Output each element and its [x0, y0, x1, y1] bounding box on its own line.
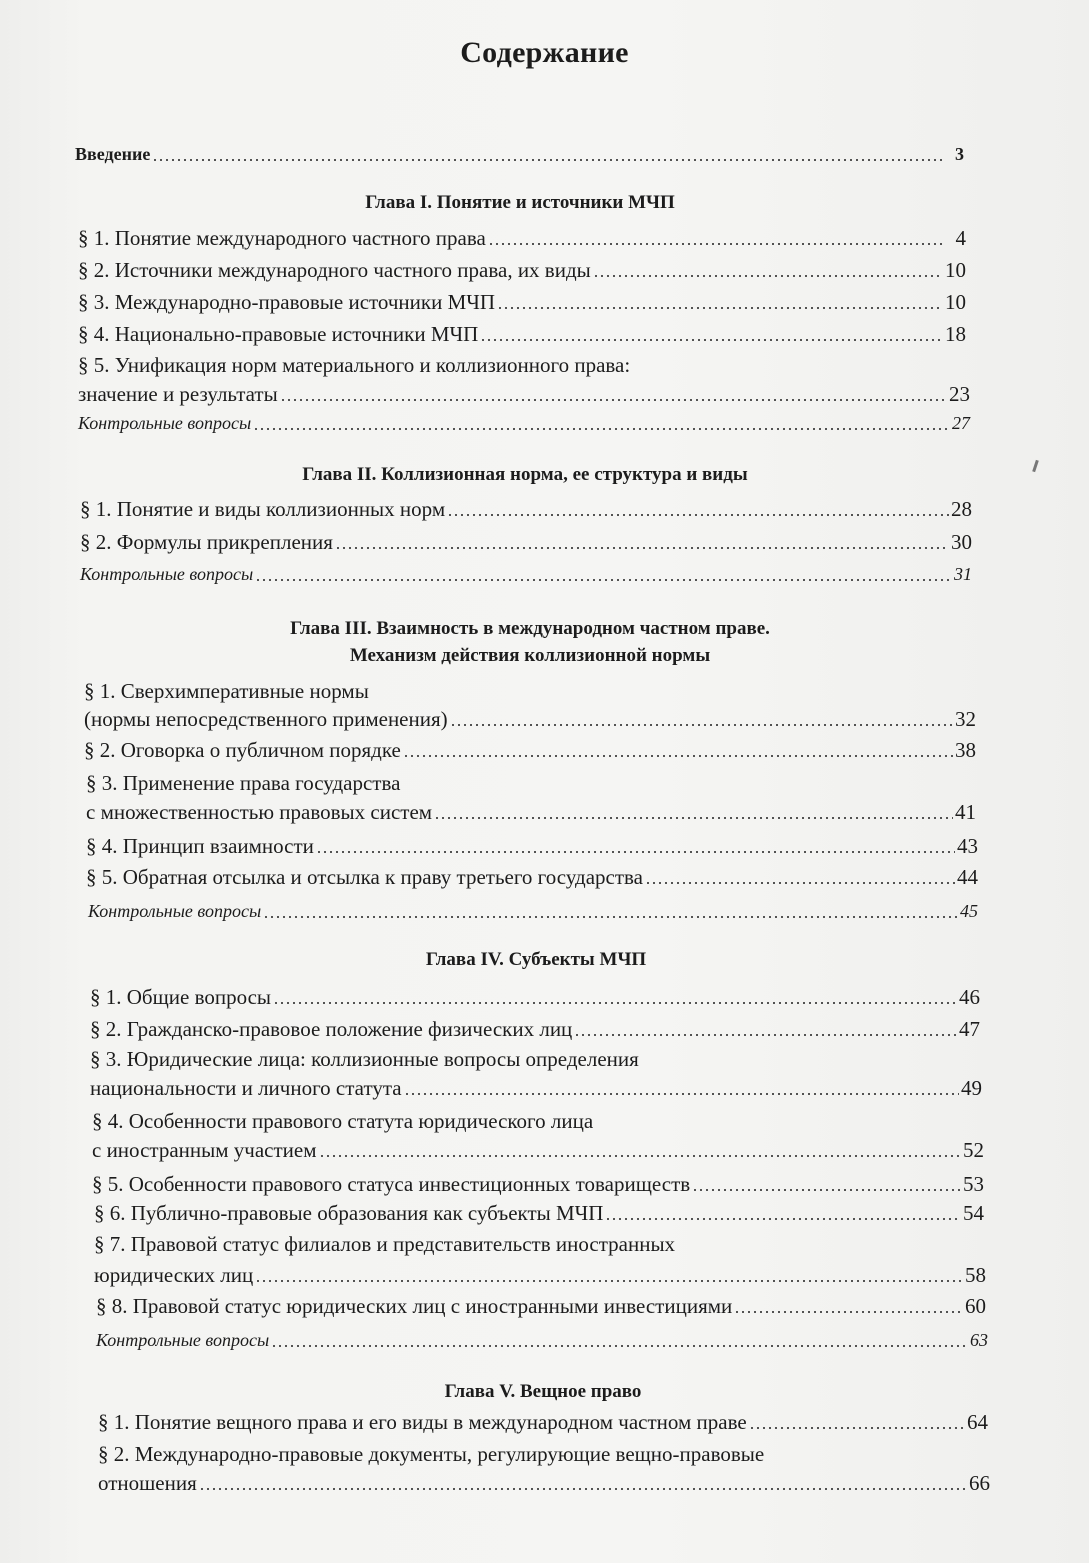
chapter-heading: Глава III. Взаимность в международном частном праве.: [290, 618, 770, 639]
chapter-heading: Глава I. Понятие и источники МЧП: [365, 192, 675, 213]
toc-entry[interactable]: § 5. Обратная отсылка и отсылка к праву третьего государства 44: [86, 865, 978, 889]
toc-entry[interactable]: § 1. Понятие вещного права и его виды в международном частном праве 64: [98, 1410, 988, 1434]
toc-entry-questions[interactable]: Контрольные вопросы 31: [80, 564, 972, 584]
pen-mark: [1032, 460, 1039, 472]
page-title: Содержание: [460, 36, 629, 69]
toc-entry[interactable]: отношения 66: [98, 1471, 990, 1495]
chapter-heading: Глава V. Вещное право: [444, 1381, 642, 1402]
toc-entry-line[interactable]: § 2. Международно-правовые документы, регулирующие вещно-правовые: [98, 1442, 765, 1466]
toc-entry[interactable]: § 5. Особенности правового статуса инвестиционных товариществ 53: [92, 1172, 984, 1196]
toc-entry[interactable]: § 4. Национально-правовые источники МЧП 18: [78, 322, 966, 346]
toc-entry-line[interactable]: § 7. Правовой статус филиалов и представительств иностранных: [94, 1232, 676, 1256]
chapter-heading: Глава IV. Субъекты МЧП: [425, 949, 647, 970]
toc-entry[interactable]: значение и результаты 23: [78, 382, 970, 406]
toc-entry[interactable]: § 2. Формулы прикрепления 30: [80, 530, 972, 554]
toc-entry-questions[interactable]: Контрольные вопросы 45: [88, 901, 978, 921]
toc-entry-intro[interactable]: Введение 3: [75, 144, 964, 164]
toc-entry[interactable]: с множественностью правовых систем 41: [86, 800, 976, 824]
toc-entry-line[interactable]: § 3. Применение права государства: [86, 771, 401, 795]
toc-entry[interactable]: национальности и личного статута 49: [90, 1076, 982, 1100]
toc-entry[interactable]: § 8. Правовой статус юридических лиц с иностранными инвестициями 60: [96, 1294, 986, 1318]
toc-entry[interactable]: с иностранным участием 52: [92, 1138, 984, 1162]
toc-entry-questions[interactable]: Контрольные вопросы 63: [96, 1330, 988, 1350]
toc-entry[interactable]: § 3. Международно-правовые источники МЧП 10: [78, 290, 966, 314]
toc-entry[interactable]: § 2. Оговорка о публичном порядке 38: [84, 738, 976, 762]
toc-entry[interactable]: § 1. Общие вопросы 46: [90, 985, 980, 1009]
toc-entry[interactable]: § 4. Принцип взаимности 43: [86, 834, 978, 858]
chapter-heading: Глава II. Коллизионная норма, ее структура и виды: [302, 464, 748, 485]
chapter-heading: Механизм действия коллизионной нормы: [349, 645, 711, 666]
toc-entry[interactable]: § 1. Понятие международного частного права 4: [78, 226, 966, 250]
toc-entry[interactable]: § 1. Понятие и виды коллизионных норм 28: [80, 497, 972, 521]
toc-entry[interactable]: юридических лиц 58: [94, 1263, 986, 1287]
toc-entry-line[interactable]: § 5. Унификация норм материального и коллизионного права:: [78, 353, 631, 377]
toc-entry[interactable]: § 2. Источники международного частного права, их виды 10: [78, 258, 966, 282]
toc-entry[interactable]: § 6. Публично-правовые образования как субъекты МЧП 54: [94, 1201, 984, 1225]
toc-entry-line[interactable]: § 3. Юридические лица: коллизионные вопросы определения: [90, 1047, 639, 1071]
toc-entry-questions[interactable]: Контрольные вопросы 27: [78, 413, 970, 433]
toc-entry-line[interactable]: § 1. Сверхимперативные нормы: [84, 679, 369, 703]
toc-entry[interactable]: (нормы непосредственного применения) 32: [84, 707, 976, 731]
toc-entry-line[interactable]: § 4. Особенности правового статута юридического лица: [92, 1109, 594, 1133]
toc-entry[interactable]: § 2. Гражданско-правовое положение физических лиц 47: [90, 1017, 980, 1041]
